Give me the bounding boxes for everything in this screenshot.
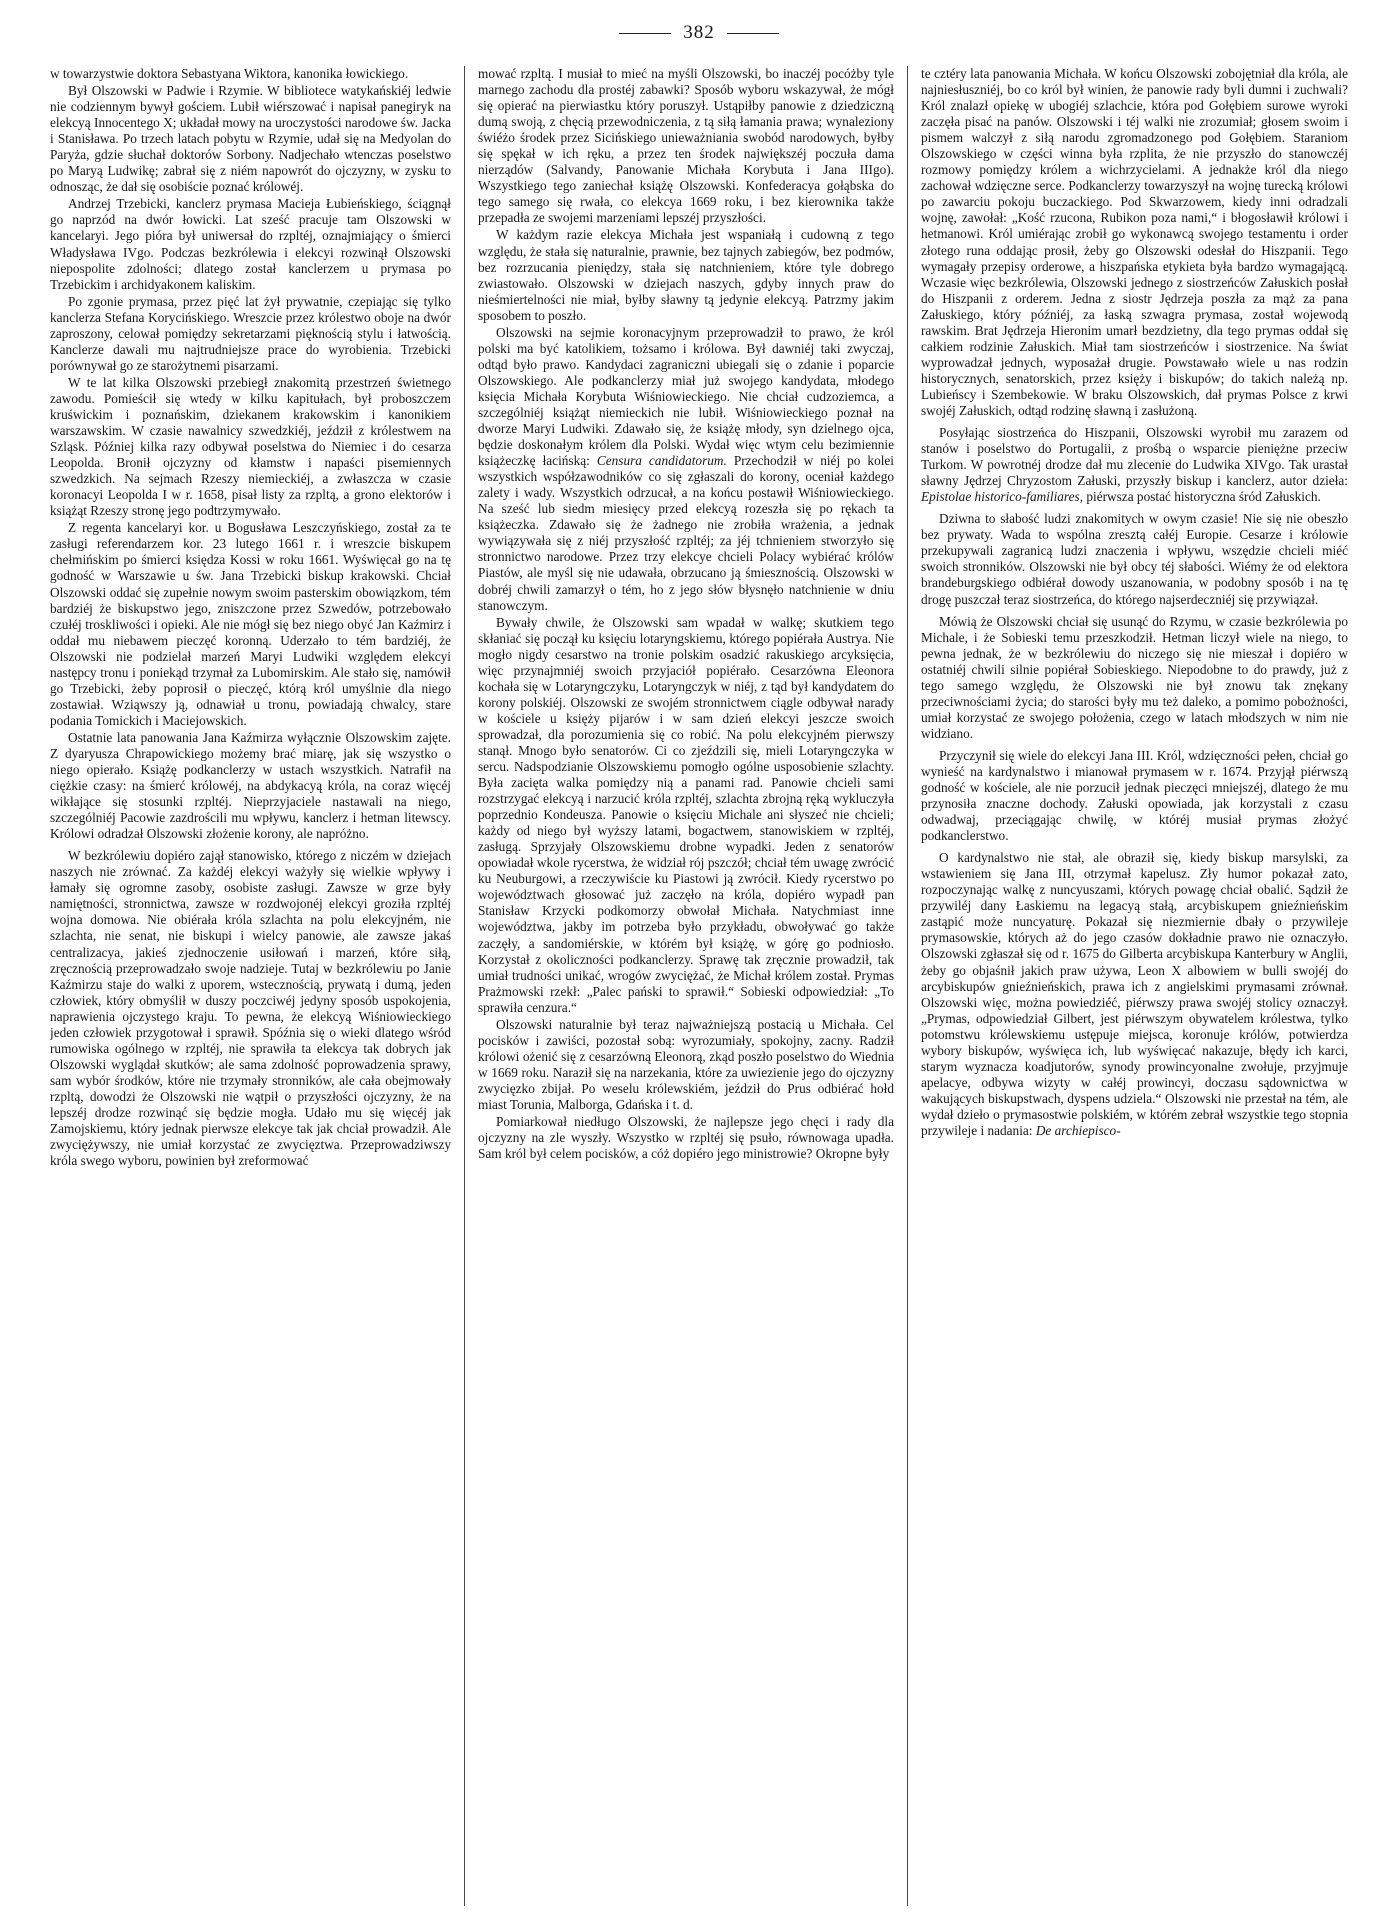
- paragraph: Z regenta kancelaryi kor. u Bogusława Leszczyńskiego, został za te zasługi referendarzem kor. 23 lutego 1661 r. i wreszcie biskupem chełmińskim po śmierci księdza Kossi w roku 1661. Wyświęcał go na tę godność w Warszawie u św. Jana Trzebicki biskup krakowski. Chciał Olszowski oddać się zupełnie nowym swoim pasterskim obowiązkom, tém bardziéj że biskupstwo jego, zniszczone przez Szwedów, potrzebowało czułéj troskliwości i opieki. Ale nie mógł się bez niego obyć Jan Kaźmirz i oddał mu niebawem pieczęć koronną. Uderzało to tém bardziéj, że Olszowski nie podzielał marzeń Maryi Ludwiki względem elekcyi następcy tronu i poniekąd trzymał za Lubomirskim. Ale stało się, namówił go Trzebicki, żeby poprosił o pieczęć, którą król umyślnie dla niego zostawiał. Wziąwszy ją, odnawiał u tronu, powiadają chwalcy, stare podania Tomickich i Maciejowskich.: [50, 520, 451, 728]
- page-header: [0, 22, 1398, 44]
- left-dash-rule: [619, 33, 671, 34]
- paragraph: w towarzystwie doktora Sebastyana Wiktora, kanonika łowickiego.: [50, 66, 409, 81]
- book-title: Epistolae historico-familiares,: [921, 489, 1084, 505]
- book-title: De archiepisco-: [1035, 1123, 1121, 1138]
- column-left: [50, 66, 465, 1906]
- paragraph: W te lat kilka Olszowski przebiegł znakomitą przestrzeń świetnego zawodu. Pomieścił się wtedy w kilku kapitułach, był proboszczem kruświckim i poznańskim, dziekanem krakowskim i kanonikiem warszawskim. W czasie nawalnicy szwedzkiéj, jeździł z królestwem na Szląsk. Później kilka razy odbywał poselstwa do Niemiec i do cesarza Leopolda. Bronił ojczyzny od kłamstw i napaści pisemiennych szwedzkich. Na sejmach Rzeszy niemieckiéj, a zwłaszcza w czasie koronacyi Leopolda I w r. 1658, pisał listy za rzpltą, a grono elektorów i książąt Rzeszy stronę jego podtrzymywało.: [50, 374, 451, 519]
- paragraph: Olszowski naturalnie był teraz najważniejszą postacią u Michała. Cel pocisków i zawiści, pozostał sobą: wyrozumiały, spokojny, zacny. Radził królowi ożenić się z cesarzówną Eleonorą, zkąd poszło poselstwo do Wiednia w 1669 roku. Naraził się na narzekania, które za uwiezienie jego do ojczyzny zwycięzko zbijał. Po weselu królewskiém, jeździł do Prus odbiérać hołd miast Torunia, Malborga, Gdańska i t. d.: [478, 1016, 894, 1112]
- paragraph: Pomiarkował niedługo Olszowski, że najlepsze jego chęci i rady dla ojczyzny na zle wyszły. Wszystko w rzpltéj się psuło, równowaga upadła. Sam król był celem pocisków, a cóż dopiéro jego ministrowie? Okropne były: [478, 1114, 894, 1162]
- paragraph: [921, 425, 1348, 505]
- paragraph: Przyczynił się wiele do elekcyi Jana III. Król, wdzięczności pełen, chciał go wynieść na kardynalstwo i mianował prymasem w r. 1674. Przyjął piérwszą godność w kościele, ale nie porzucił jednak pieczęci mniejszéj, dlatego że mu przynosiła znaczne dochody. Załuski opowiada, jak korzystali z czasu odwadwaj, przeciągając chwilę, w któréj musiał prymas złożyć podkanclerstwo.: [921, 747, 1348, 844]
- text-columns: [50, 66, 1348, 1906]
- right-dash-rule: [727, 33, 779, 34]
- paragraph-text: O kardynalstwo nie stał, ale obraził się, kiedy biskup marsylski, za wstawieniem się Jana III, otrzymał kapelusz. Zły humor pokazał zato, rozpoczynając walkę z nuncyuszami, których powagę chciał obalić. Sądził że przywiléj dany Łaskiemu na legacyą stałą, arcybiskupem gnieźnieńskim zastąpić może nuncyaturę. Pokazał się niezmiernie dbały o przywileje prymasowskie, których aż do jego czasów dokładnie prawo nie oznaczyło. Olszowski zgłaszał się od r. 1675 do Gilberta arcybiskupa Kanterbury w Anglii, żeby go objaśnił jakich praw używa, Leon X albowiem w bulli swojéj do arcybiskupów gnieźnieńskich, prawa ich z angielskimi prymasami zrównał. Olszowski więc, można powiedziéć, piérwszy prawa swojéj stolicy oznaczył. „Prymas, odpowiedział Gilbert, jest piérwszym obywatelem królestwa, tylko potomstwu królewskiemu ustępuje miejsca, koronuje królów, potwierdza wybory biskupów, wyświęca ich, lub wyświęcać nakazuje, błędy ich karci, starym wyznacza koadjutorów, synody prowincyonalne zwołuje, przyjmuje apelacye, odbywa wizyty w całéj prowincyi, doczasu sądownictwa w wakujących biskupstwach, dyspens udziela.“ Olszowski nie przestał na tém, ale wydał dzieło o prymasostwie polskiém, w którém zebrał wszystkie tego stopnia przywileje i nadania:: [921, 850, 1348, 1138]
- paragraph: W bezkrólewiu dopiéro zajął stanowisko, którego z niczém w dziejach naszych nie zrównać. Za każdéj elekcyi ważyły się wielkie wpływy i łamały się ogromne zasoby, osobiste zasługi. Zawsze w grze były namiętności, stronnictwa, zawsze w rozdwojonéj elekcyi groziła rzpltéj wojna domowa. Nie obiérała króla szlachta na polu elekcyjném, nie szlachta, nie senat, nie biskupi i wielcy panowie, ale zawsze jakaś centralizacya, jakieś zjednoczenie usiłowań i marzeń, które siłą, zręcznością przeprowadzało swoje nadzieje. Tutaj w bezkrólewiu po Janie Kaźmirzu staje do walki z uporem, wstecznością, prywatą i dumą, jeden człowiek, który obmyślił w duszy poczciwéj jedyny sposób uspokojenia, naprawienia ojczystego kraju. To pewna, że elekcyą Wiśniowieckiego jeden człowiek przygotował i sprawił. Spóźnia się o wieki dlatego wśród rumowiska ogólnego w rzpltéj, nie sprawiła ta elekcya tak dobrych jak Olszowski wyglądał skutków; ale sama zdolność poprowadzenia sprawy, sam wybór środków, które nie trzymały stronników, ale cała obejmowały rzpltą, dowodzi że Olszowski nie wątpił o przyszłości ojczyzny, że na lepszéj drodze rozwinąć się będzie mogła. Udało mu się więcéj jak Zamojskiemu, który jednak pierwsze elekcye tak jak chciał prowadził. Ale zwyciężywszy, nie umiał korzystać ze zwycięztwa. Przeprowadziwszy króla swego wyboru, powinien był zreformować: [50, 848, 451, 1169]
- paragraph-text: Olszowski na sejmie koronacyjnym przeprowadził to prawo, że król polski ma być katolikiem, tożsamo i królowa. Był dawniéj taki zwyczaj, odtąd było prawo. Kandydaci zagraniczni ubiegali się o zdanie i poparcie Olszowskiego. Ale podkanclerzy miał już swojego kandydata, młodego księcia Michała Korybuta Wiśniowieckiego. Nie chciał cudzoziemca, a szczególniéj książąt niemieckich nie lubił. Wiśniowieckiego poznał na dworze Maryi Ludwiki. Zdawało się, że książę młody, syn dzielnego ojca, będzie doskonałym królem dla Polski. Wydał więc wtym celu bezimiennie książeczkę łacińską:: [478, 324, 894, 469]
- column-middle: [465, 66, 908, 1906]
- book-title: Censura candidatorum.: [596, 453, 727, 469]
- column-right: [908, 66, 1348, 1906]
- paragraph-text: piérwsza postać historyczna śród Załuskich.: [1086, 489, 1321, 505]
- paragraph: Mówią że Olszowski chciał się usunąć do Rzymu, w czasie bezkrólewia po Michale, i że Sobieski temu przeszkodził. Hetman liczył wiele na niego, to pewna jednak, że w bezkrólewiu do niczego się nie mieszał i dopiéro w ostatniéj chwili silnie popiérał Sobieskiego. Niepodobne to do prawdy, już z tego samego względu, że Olszowski nie był znowu tak znękany przeciwnościami życia; do starości były mu też daleko, a pomimo pobożności, umiał korzystać ze swojego położenia, czego w latach młodszych w nim nie widziano.: [921, 613, 1348, 741]
- paragraph: te cztéry lata panowania Michała. W końcu Olszowski zobojętniał dla króla, ale najniesłuszniéj, bo co król był winien, że panowie rady byli dumni i zuchwali? Król znalazł opiekę w ubogiéj szlachcie, która pod Gołębiem surowe wyroki zaczęła pisać na panów. Olszowski i téj walki nie zrozumiał; głosem swoim i pismem walczył z siłą narodu zgromadzonego pod Gołębiem. Staraniom Olszowskiego w części winna była rzplita, że nie przyszło do stanowczéj rozmowy pomiędzy królem a wichrzycielami. A jednakże król dla niego zachował wdzięczne serce. Podkanclerzy towarzyszył na wojnę turecką królowi po zawarciu pokoju buczackiego. Pod Skwarzowem, kiedy inni odradzali wojnę, zawołał: „Kość rzucona, Rubikon poza nami,“ i błogosławił królowi i hetmanowi. Król umiérając zrobił go wykonawcą swojego testamentu i order złotego runa oddając prosił, żeby go Olszowski odesłał do Hiszpanii. Tego wymagały przepisy orderowe, a hiszpańska etykieta była bardzo wymagającą. Wczasie więc bezkrólewia, Olszowski jednego z siostrzeńców Załuskich posłał do Hiszpanii z orderem. Jedna z siostr Jędrzeja poszła za mąż za pana Załuskiego, który późniéj, za łaską szwagra prymasa, został wojewodą rawskim. Brat Jędrzeja Hieronim umarł bezdzietny, dla tego prymas oddał się całkiem rodzinie Załuskich. Miał tam siostrzeńców i siostrzenice. Na świat wyprowadzał jednych, wyposażał drugie. Powstawało wiele u nas rodzin historycznych, senatorskich, przez księży i biskupów; do takich należą np. Lubieńscy i Szembekowie. W braku Olszowskich, dał prymas Polsce z krwi swojéj Załuskich, odtąd rodzinę sławną i zasłużoną.: [921, 66, 1348, 418]
- paragraph: Bywały chwile, że Olszowski sam wpadał w walkę; skutkiem tego skłaniać się począł ku księciu lotaryngskiemu, którego popiérała Austrya. Nie mogło nigdy cesarstwo na tronie polskim osadzić rakuskiego arcyksięcia, więc przynajmniéj swoich przyjaciół popiérało. Cesarzówna Eleonora kochała się w Lotaryngczyku, Lotaryngczyk w niéj, z tąd był kandydatem do korony polskiéj. Olszowski ze swojém stronnictwem ciągle odbywał narady w kościele u księży pijarów i w sam dzień elekcyi jeszcze swoich sprowadzał, dla porozumienia się co robić. Na polu elekcyjném pierwszy stanął. Mnogo było senatorów. Ci co zjeździli się, mieli Lotaryngczyka w sercu. Nadspodzianie Olszowskiemu pomogło ogólne usposobienie szlachty. Była zacięta walka pomiędzy nią a panami rad. Panowie chcieli sami rozstrzygać elekcyą i narzucić króla rzpltéj, szlachta zbrojną ręką wykluczyła poprzednio Kondeusza. Panowie o księciu Michale ani słyszeć nie chcieli; każdy od niego był wyższy latami, bogactwem, stanowiskiem w rzpltéj, zasługą. Sprzyjały Olszowskiemu drobne wypadki. Jeden z senatorów opowiadał wkole rycerstwa, że widział rój pszczół; chciał tém uwagę zwrócić ku Neuburgowi, a rzeczywiście ku Piastowi ją zwrócił. Kiedy rycerstwo po województwach głosować już zaczęło na króla, dopiéro wypadł pan Stanisław Krzycki podkomorzy obwołał Michała. Natychmiast inne województwa, jakby im potrzeba było przykładu, obwoływać go także zaczęły, a sandomiérskie, w którém był książę, w górę go podniosło. Korzystał z okoliczności podkanclerzy. Sprawę tak zręcznie prowadził, tak umiał trudności unikać, wrogów zwyciężać, że Michał królem został. Prymas Prażmowski rzekł: „Palec pański to sprawił.“ Sobieski odpowiedział: „To sprawiła cenzura.“: [478, 614, 894, 1015]
- paragraph: Ostatnie lata panowania Jana Kaźmirza wyłącznie Olszowskim zajęte. Z dyaryusza Chrapowickiego możemy brać miarę, jak się wszystko o niego opierało. Książę podkanclerzy w ustach wszystkich. Natrafił na ciężkie czasy: na śmierć królowéj, na abdykacyą króla, na coraz więcéj wikłające się stosunki rzpltéj. Nieprzyjaciele nastawali na niego, szczególniéj Pacowie zazdrościli mu wpływu, kanclerz i hetman litewscy. Królowi odradzał Olszowski złożenie korony, ale napróżno.: [50, 729, 451, 842]
- paragraph: [478, 325, 894, 614]
- paragraph-text: Przechodził w niéj po kolei wszystkich współzawodników co się zgłaszali do korony, oceniał każdego zalety i wady. Wszystkich odrzucał, a na końcu postawił Wiśniowieckiego. Na sześć lub siedm miesięcy przed elekcyą rozeszła się po rękach ta książeczka. Zdawało się że żadnego nie zrobiła wrażenia, a jednak wywiązywała się z niéj przyszłość rzpltéj; za jéj tchnieniem stworzyło się stronnictwo narodowe. Przez trzy elekcye chcieli Polacy wybiérać królów Piastów, ale myśl się nie udawała, obrzucano ją śmiesznością. Olszowski w dobréj chwili zamarzył o tém, ho z jego słów błysnęło natchnienie w dniu stanowczym.: [478, 453, 895, 613]
- paragraph: [921, 850, 1348, 1139]
- paragraph: Był Olszowski w Padwie i Rzymie. W bibliotece watykańskiéj ledwie nie codziennym bywył gościem. Lubił wiérszować i napisał panegiryk na elekcyą Innocentego X; układał mowy na uroczystości narodowe św. Jacka i Stanisława. Po trzech latach pobytu w Rzymie, udał się na Medyolan do Paryża, gdzie słuchał doktorów Sorbony. Nadjechało wtenczas poselstwo po Maryą Ludwikę; zabrał się z niém napowrót do ojczyzny, w zysku to odnosząc, że dał się osobiście poznać królowéj.: [50, 83, 451, 195]
- paragraph: W każdym razie elekcya Michała jest wspaniałą i cudowną z tego względu, że stała się naturalnie, prawnie, bez tajnych zabiegów, bez podmów, bez rozrzucania pieniędzy, stała się natchnieniem, które tyle dobrego zwiastowało. Olszowski w dziejach naszych, gdyby innych praw do nieśmiertelności nie miał, byłby sławny tą jedynie elekcyą. Patrzmy jakim sposobem to poszło.: [478, 227, 894, 323]
- paragraph-text: Posyłając siostrzeńca do Hiszpanii, Olszowski wyrobił mu zarazem od stanów i poselstwo do Portugalii, z prośbą o wsparcie pieniężne przeciw Turkom. W powrotnéj drodze dał mu zlecenie do Ludwika XIVgo. Tak urastał sławny Jędrzej Chryzostom Załuski, przyszły biskup i kanclerz, autor dzieła:: [921, 425, 1348, 489]
- paragraph: Dziwna to słabość ludzi znakomitych w owym czasie! Nie się nie obeszło bez prywaty. Wada to wspólna zresztą całéj Europie. Cesarze i królowie przekupywali zagranicą ludzi znaczenia i wpływu, wszędzie chcieli miéć swoich stronników. Olszowski nie był obcy téj słabości. Wiémy że od elektora brandeburgskiego odbiérał dowody uszanowania, w podobny sposób i na tę drogę puszczał teraz siostrzeńca, do którego najserdeczniéj się przywiązał.: [921, 511, 1348, 607]
- paragraph: mować rzpltą. I musiał to mieć na myśli Olszowski, bo inaczéj pocóżby tyle marnego zachodu dla prostéj zabawki? Sposób wyboru wskazywał, że mógł się opierać na pierwiastku który poruszył. Ustąpiłby panowie z dziedziczną dumą swoją, z chęcią przewodniczenia, z tą siłą łamania prawa; wynaleziony świéżo środek przez Sicińskiego unieważniania swobód narodowych, byłby się spękał w ich ręku, a przez ten środek największéj poczuła dama nierządów (Salvandy, Panowanie Michała Korybuta i Jana IIIgo). Wszystkiego tego zaniechał książę Olszowski. Konfederacya gołąbska do tego samego się rwała, co elekcya 1669 roku, i bez kierownika także przepadła ze swojemi marzeniami lepszéj przyszłości.: [478, 66, 894, 226]
- page-number: 382: [683, 22, 715, 43]
- paragraph: Po zgonie prymasa, przez pięć lat żył prywatnie, czepiając się tylko kanclerza Stefana Korycińskiego. Wreszcie przez królestwo oboje na dwór zaproszony, celował pomiędzy sekretarzami pięknością stylu i łatwością. Kanclerze dawali mu najtrudniejsze prace do wyrobienia. Trzebicki porównywał go ze starożytnemi pisarzami.: [50, 293, 451, 373]
- paragraph: Andrzej Trzebicki, kanclerz prymasa Macieja Łubieńskiego, ściągnął go naprzód na dwór łowicki. Lat sześć pracuje tam Olszowski w kancelaryi. Jego pióra był uniwersał do rzpltéj, oznajmiający o śmierci Władysława IVgo. Podczas bezkrólewia i elekcyi rozwinął Olszowski niepospolite zdolności; dlatego został kanclerzem u prymasa po Trzebickim i archidyakonem kaliskim.: [50, 196, 451, 292]
